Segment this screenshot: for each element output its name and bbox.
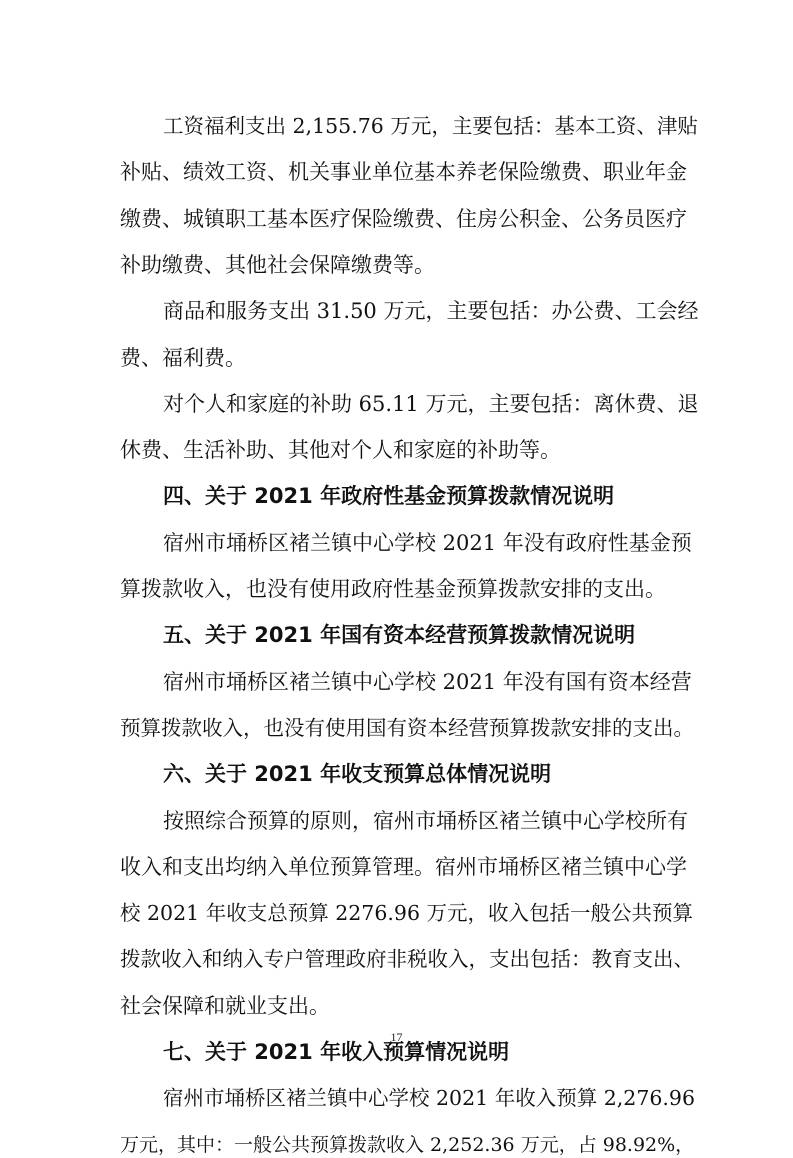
section-heading: 六、关于 2021 年收支预算总体情况说明 xyxy=(163,762,552,786)
paragraph-line: 校 2021 年收支总预算 2276.96 万元，收入包括一般公共预算 xyxy=(120,901,694,925)
paragraph-line: 补贴、绩效工资、机关事业单位基本养老保险缴费、职业年金 xyxy=(120,160,687,184)
paragraph-line: 社会保障和就业支出。 xyxy=(120,994,330,1018)
paragraph-line: 预算拨款收入，也没有使用国有资本经营预算拨款安排的支出。 xyxy=(120,716,694,740)
paragraph-line: 收入和支出均纳入单位预算管理。宿州市埇桥区褚兰镇中心学 xyxy=(120,855,687,879)
section-heading: 五、关于 2021 年国有资本经营预算拨款情况说明 xyxy=(163,623,636,647)
paragraph-line: 补助缴费、其他社会保障缴费等。 xyxy=(120,253,435,277)
paragraph-line: 工资福利支出 2,155.76 万元，主要包括：基本工资、津贴 xyxy=(163,114,698,138)
paragraph-line: 费、福利费。 xyxy=(120,346,246,370)
paragraph-line: 对个人和家庭的补助 65.11 万元，主要包括：离休费、退 xyxy=(163,392,699,416)
paragraph-line: 拨款收入和纳入专户管理政府非税收入，支出包括：教育支出、 xyxy=(120,947,694,971)
paragraph-line: 宿州市埇桥区褚兰镇中心学校 2021 年没有政府性基金预 xyxy=(163,531,692,555)
paragraph-line: 算拨款收入，也没有使用政府性基金预算拨款安排的支出。 xyxy=(120,577,666,601)
paragraph-line: 商品和服务支出 31.50 万元，主要包括：办公费、工会经 xyxy=(163,299,699,323)
paragraph-line: 休费、生活补助、其他对个人和家庭的补助等。 xyxy=(120,438,561,462)
paragraph-line: 万元，其中：一般公共预算拨款收入 2,252.36 万元，占 98.92%， xyxy=(120,1134,695,1156)
paragraph-line: 缴费、城镇职工基本医疗保险缴费、住房公积金、公务员医疗 xyxy=(120,207,687,231)
section-heading: 四、关于 2021 年政府性基金预算拨款情况说明 xyxy=(163,484,615,508)
paragraph-line: 按照综合预算的原则，宿州市埇桥区褚兰镇中心学校所有 xyxy=(163,809,688,833)
section-heading: 七、关于 2021 年收入预算情况说明 xyxy=(163,1040,510,1064)
paragraph-line: 宿州市埇桥区褚兰镇中心学校 2021 年收入预算 2,276.96 xyxy=(163,1086,696,1110)
paragraph-line: 宿州市埇桥区褚兰镇中心学校 2021 年没有国有资本经营 xyxy=(163,670,692,694)
page-number: 17 xyxy=(390,1030,403,1044)
